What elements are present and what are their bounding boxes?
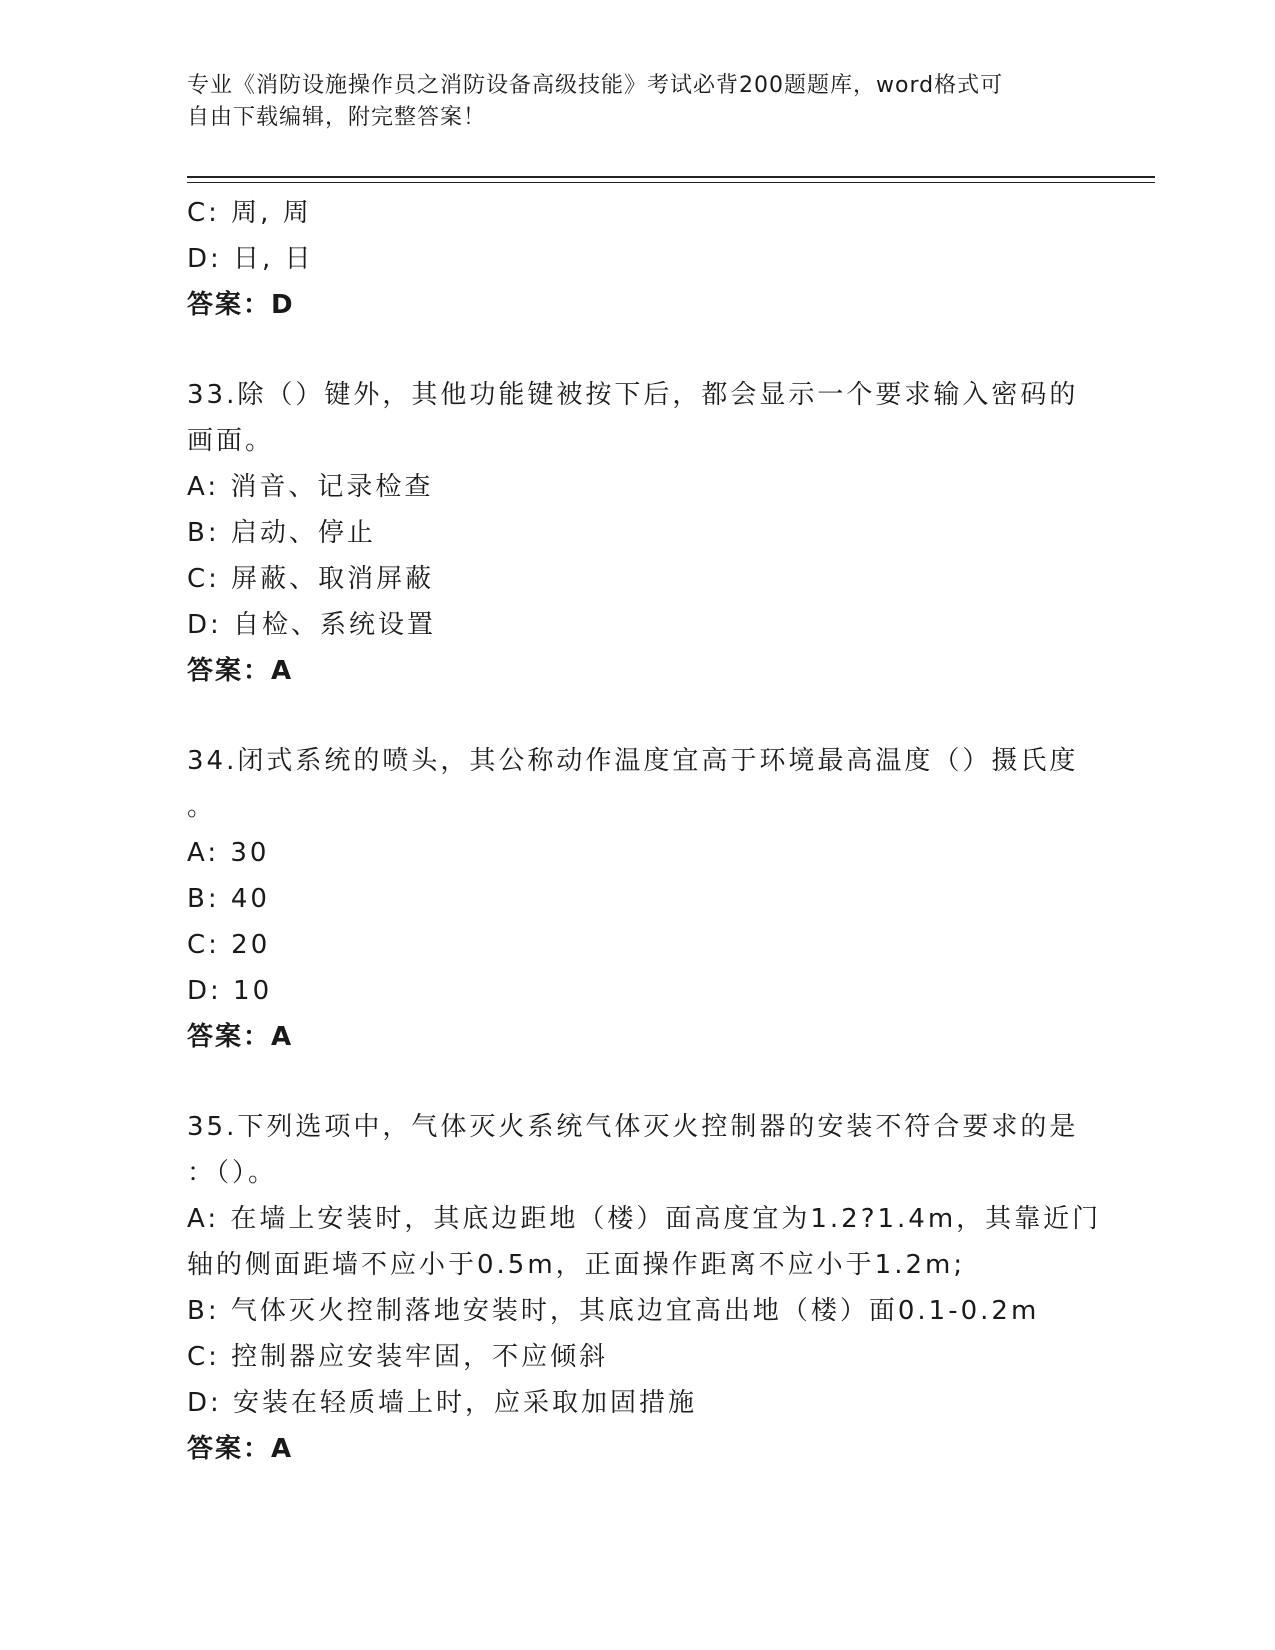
question-text-line-1: 34.闭式系统的喷头，其公称动作温度宜高于环境最高温度（）摄氏度 (187, 746, 1079, 776)
question-text-line-2: 画面。 (187, 426, 275, 456)
header-line-1: 专业《消防设施操作员之消防设备高级技能》考试必背200题题库，word格式可 (187, 73, 1004, 98)
question-content (187, 190, 1102, 1472)
question-text-line-2: 。 (187, 792, 217, 822)
option-a: A: 消音、记录检查 (187, 472, 434, 502)
question-block-34 (187, 738, 1087, 1060)
spacer (187, 328, 1087, 372)
header-line-2: 自由下载编辑，附完整答案！ (187, 105, 487, 130)
question-block-33 (187, 372, 1087, 694)
option-a-line-1: A: 在墙上安装时，其底边距地（楼）面高度宜为1.2?1.4m，其靠近门 (187, 1204, 1102, 1234)
option-b: B: 启动、停止 (187, 518, 376, 548)
option-d: D: 10 (187, 976, 273, 1006)
option-c: C: 控制器应安装牢固，不应倾斜 (187, 1342, 609, 1372)
answer-line: 答案：A (187, 656, 294, 686)
option-d: D: 日, 日 (187, 244, 314, 274)
answer-line: 答案：A (187, 1434, 294, 1464)
spacer (187, 1060, 1087, 1104)
question-block-35 (187, 1104, 1102, 1472)
answer-line: 答案：A (187, 1022, 294, 1052)
option-d: D: 自检、系统设置 (187, 610, 437, 640)
header-rule-thick (187, 176, 1155, 178)
question-block-32 (187, 190, 1087, 328)
option-a-line-2: 轴的侧面距墙不应小于0.5m，正面操作距离不应小于1.2m; (187, 1250, 966, 1280)
question-text-line-2: ：（）。 (187, 1158, 278, 1188)
page-header (187, 70, 1077, 134)
question-text-line-1: 35.下列选项中，气体灭火系统气体灭火控制器的安装不符合要求的是 (187, 1112, 1079, 1142)
option-d: D: 安装在轻质墙上时，应采取加固措施 (187, 1388, 698, 1418)
option-c: C: 周, 周 (187, 198, 312, 228)
option-b: B: 40 (187, 884, 270, 914)
option-c: C: 屏蔽、取消屏蔽 (187, 564, 435, 594)
spacer (187, 694, 1087, 738)
option-a: A: 30 (187, 838, 270, 868)
question-text-line-1: 33.除（）键外，其他功能键被按下后，都会显示一个要求输入密码的 (187, 380, 1079, 410)
option-b: B: 气体灭火控制落地安装时，其底边宜高出地（楼）面0.1-0.2m (187, 1296, 1040, 1326)
option-c: C: 20 (187, 930, 271, 960)
header-rule-thin (187, 182, 1155, 183)
answer-line: 答案：D (187, 290, 295, 320)
